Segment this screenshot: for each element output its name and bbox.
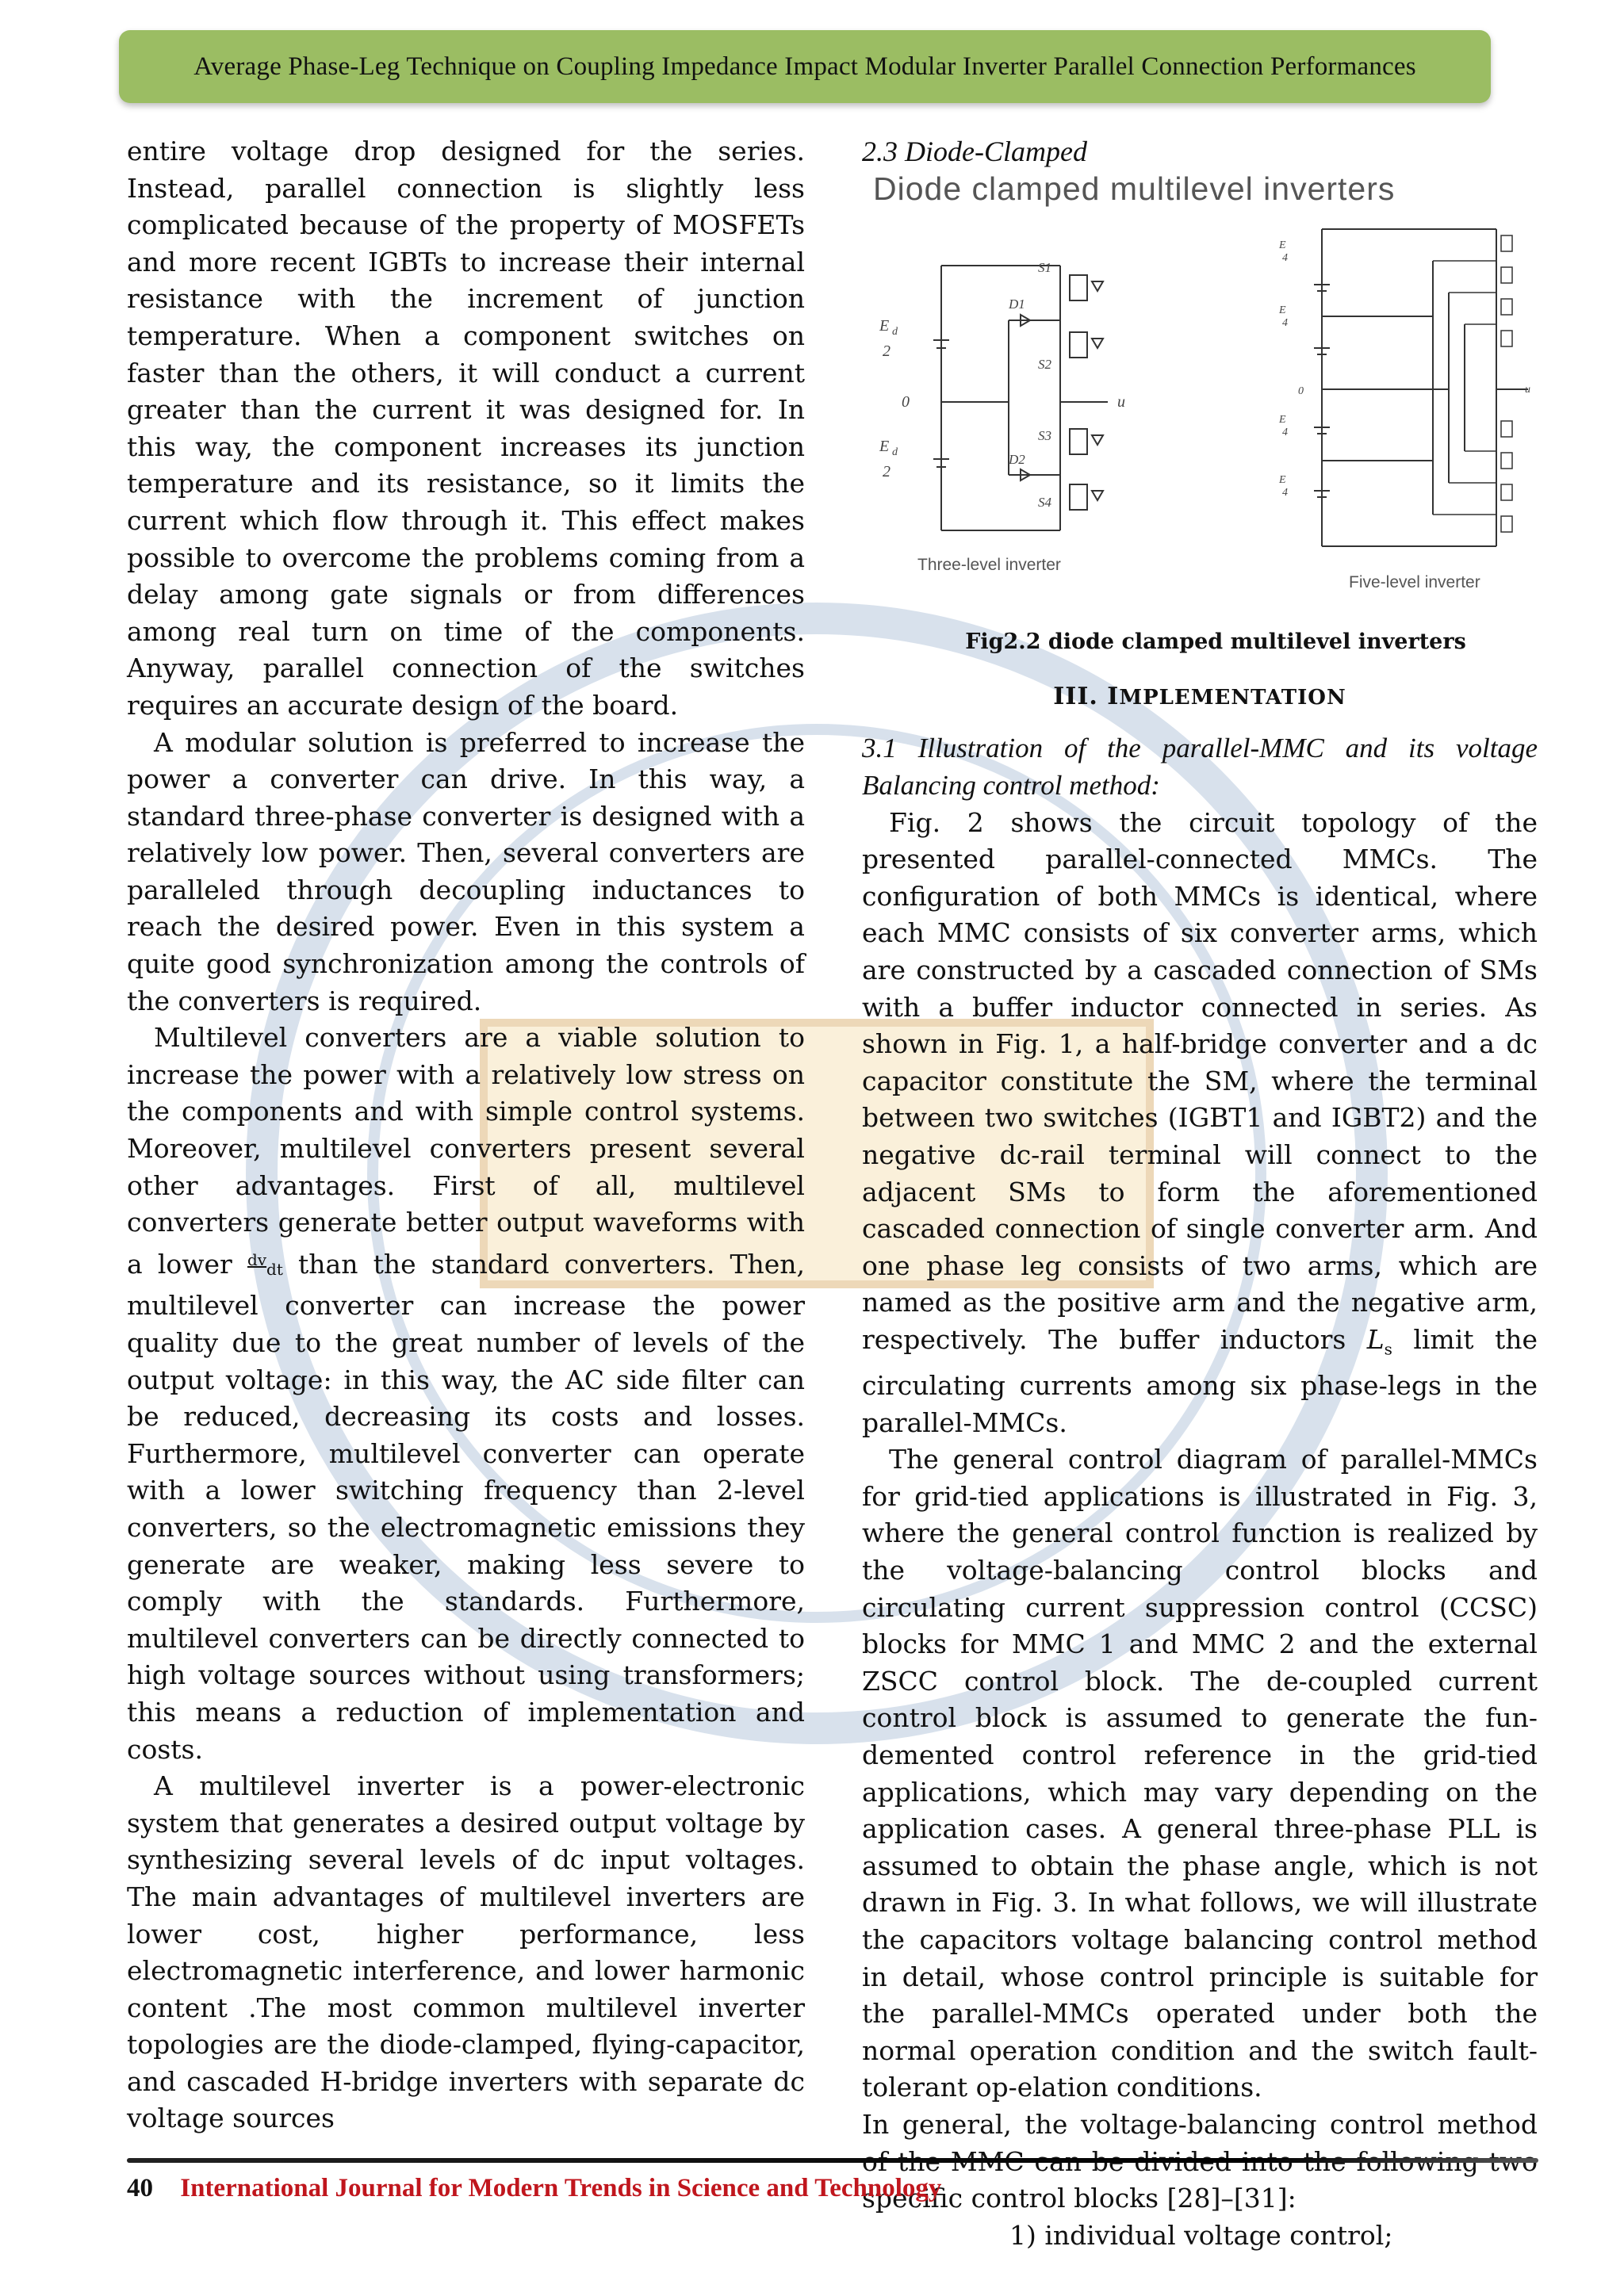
footer-rule [127,2158,1538,2163]
left-column [127,133,805,2137]
left-paragraph-3-part-b: than the standard converters. Then, multilevel converter can increase the power quality due to the great number of levels of the output voltage: in this way, the AC side filter can be reduced, decreasing its costs and losses. Furthermore, multilevel converter can operate with a lower switching frequency than 2-level converters, so the electromagnetic emissions they generate are weaker, making less severe to comply with the standards. Furthermore, multilevel converters can be directly connected to high voltage sources without using transformers; this means a reduction of implementation and costs. [127,1248,805,1765]
figure-caption: Fig2.2 diode clamped multilevel inverters [965,629,1466,654]
three-level-two-top: 2 [883,342,891,361]
three-level-u-label: u [1117,393,1125,411]
subsection-heading-3-1: 3.1 Illustration of the parallel-MMC and its voltage Balancing control method: [862,733,1538,801]
left-paragraph-1: entire voltage drop designed for the series. Instead, parallel connection is slightly less complicated because of the property of MOSFETs and more recent IGBTs to increase their internal resistance with the increment of junction temperature. When a component switches on faster than the others, it will conduct a current greater than the current it was designed for. In this way, the component increases its junction temperature and its resistance, so it limits the current which flow through it. This effect makes possible to overcome the problems coming from a delay among gate signals or from differences among real turn on time of the components. Anyway, parallel connection of the switches requires an accurate design of the board. [127,136,805,721]
page-number: 40 [127,2174,153,2202]
switch-s3-label: S3 [1038,428,1051,444]
three-level-ed-sub-top: d [892,326,898,339]
switch-s1-label: S1 [1038,260,1051,276]
diode-d2-label: D2 [1009,452,1025,468]
right-column [862,133,1538,2254]
right-paragraph-3: In general, the voltage-balancing control method specific control blocks [28]–[31]: [862,2108,1538,2214]
left-paragraph-3-part-a: Multilevel converters are a viable solution to increase the power with a relatively low stress on the components and with simple control systems. Moreover, multilevel converters present several other advantages. First of all, multilevel converters generate better output waveforms with a lower [127,1022,805,1280]
header-bar [119,30,1491,103]
five-level-four-1: 4 [1282,252,1288,265]
five-level-zero: 0 [1298,385,1304,398]
five-level-u-label: u [1525,384,1530,396]
five-level-four-3: 4 [1282,427,1288,439]
right-paragraph-1-part-a: Fig. 2 shows the circuit topology of the presented parallel-connected MMCs. The configuration of both MMCs is identical, where each MMC consists of six converter arms, which are constructed by a cascaded connection of SMs with a buffer inductor connected in series. As shown in Fig. 1, a half-bridge converter and a dc capacitor constitute the SM, where the terminal between two switches (IGBT1 and IGBT2) and the negative dc-rail terminal will connect to the adjacent SMs to form the aforementioned cascaded connection of single converter arm. And one phase leg consists of two arms, which are named as the positive arm and the negative arm, respectively. The buffer inductors [862,806,1538,1355]
three-level-ed-label-top: E [879,317,890,335]
switch-s2-label: S2 [1038,357,1051,373]
three-level-inverter-label: Three-level inverter [917,556,1061,575]
section-number: III. [1053,682,1098,710]
five-level-four-2: 4 [1282,317,1288,330]
three-level-ed-sub-bottom: d [892,446,898,459]
switch-s4-label: S4 [1038,495,1051,511]
left-paragraph-2: A modular solution is preferred to increase the power a converter can drive. In this way, a standard three-phase converter is designed with a relatively low power. Then, several converters are paralleled through decoupling inductances to reach the desired power. Even in this system a quite good synchronization among the controls of the converters is required. [127,726,805,1016]
right-paragraph-2: The general control diagram of parallel-MMCs for grid-tied applications is illustrated in Fig. 3, where the general control function is realized by the voltage-balancing control blocks and circulating current suppression control (CCSC) blocks for MMC 1 and MMC 2 and the external ZSCC control block. The de-coupled current control block is assumed to generate the fun-demented control reference in the grid-tied applications, which may vary depending on the application cases. A general three-phase PLL is assumed to obtain the phase angle, which is not drawn in Fig. 3. In what follows, we will illustrate the capacitors voltage balancing control method in detail, whose control principle is suitable for the parallel-MMCs operated under both the normal operation condition and the switch fault-tolerant op-elation conditions. [862,1444,1538,2103]
figure-diode-clamped [862,170,1538,658]
left-paragraph-4: A multilevel inverter is a power-electronic system that generates a desired output voltage by synthesizing several levels of dc input voltages. The main advantages of multilevel inverters are lower cost, higher performance, less electromagnetic interference, and lower harmonic content .The most common multilevel inverter topologies are the diode-clamped, flying-capacitor, and cascaded H-bridge inverters with separate dc voltage sources [127,1770,805,2134]
section-title-initial: I [1107,682,1120,710]
five-level-four-4: 4 [1282,487,1288,499]
three-level-two-bottom: 2 [883,463,891,481]
dt-symbol: dt [266,1259,283,1279]
five-level-inverter-label: Five-level inverter [1349,573,1480,592]
diode-d1-label: D1 [1009,297,1025,312]
right-paragraph-1 [862,805,1538,1442]
five-level-ed-4: E [1279,474,1286,487]
five-level-ed-3: E [1279,414,1286,427]
section-title-rest: MPLEMENTATION [1119,685,1346,710]
dv-symbol: dv [247,1249,267,1269]
ls-symbol: L [1366,1323,1385,1355]
left-paragraph-3 [127,1020,805,1768]
three-level-ed-label-bottom: E [879,438,890,456]
five-level-ed-1: E [1279,239,1286,252]
ls-subscript: s [1384,1339,1392,1359]
running-header-title: Average Phase-Leg Technique on Coupling Impedance Impact Modular Inverter Parallel Connection Performances [193,52,1416,81]
three-level-zero: 0 [902,393,910,411]
page-footer [127,2174,941,2203]
right-paragraph-1-part-b: limit the circulating currents among six phase-legs in the parallel-MMCs. [862,1323,1538,1438]
figure-inner-title: Diode clamped multilevel inverters [873,170,1396,207]
subsection-heading-2-3: 2.3 Diode-Clamped [862,136,1087,167]
section-heading-implementation [862,679,1538,717]
journal-name: International Journal for Modern Trends in Science and Technology [180,2174,942,2202]
five-level-ed-2: E [1279,304,1286,317]
list-item-1: 1) individual voltage control; [1009,2219,1393,2251]
diode-clamped-circuit-diagram [862,213,1538,610]
